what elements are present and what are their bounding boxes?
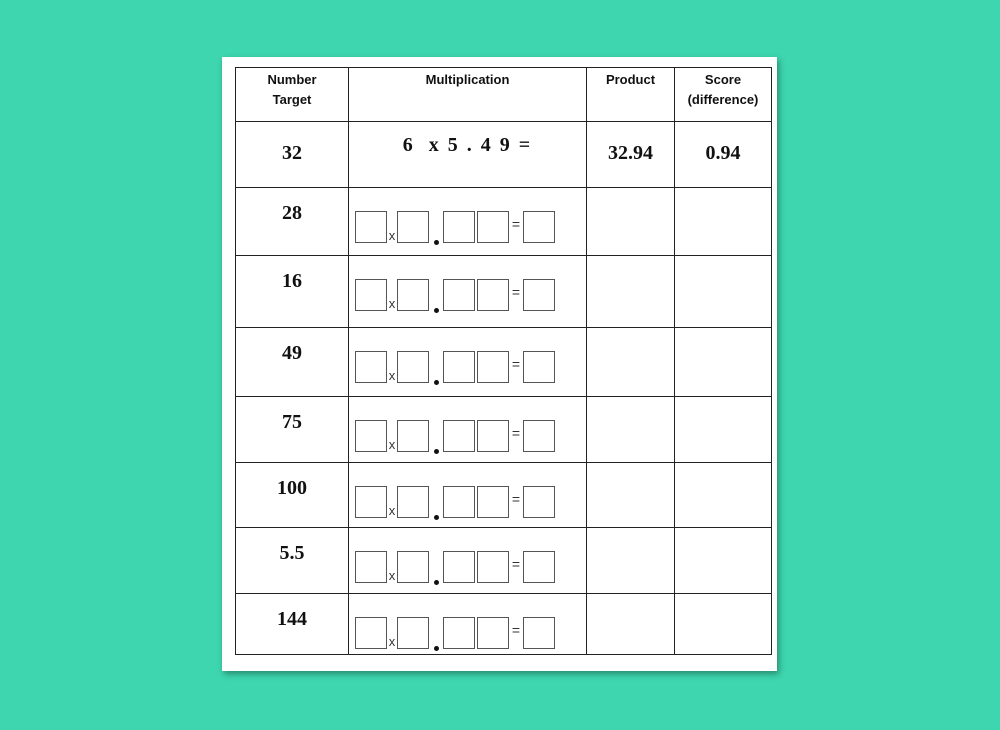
times-sign: x: [388, 634, 396, 649]
header-number-target: Number Target: [236, 68, 349, 122]
times-sign: x: [388, 296, 396, 311]
product-cell[interactable]: [587, 463, 675, 528]
decimal-point: [434, 380, 439, 385]
header-multiplication: Multiplication: [349, 68, 587, 122]
score-cell[interactable]: [675, 188, 772, 256]
table-row: [236, 528, 772, 594]
example-product: 32.94: [608, 142, 653, 164]
decimal-point: [434, 646, 439, 651]
digit-ones-box[interactable]: [397, 420, 429, 452]
row-target: 49: [282, 342, 302, 364]
digit-hundredths-box[interactable]: [477, 279, 509, 311]
factor-box[interactable]: [355, 551, 387, 583]
digit-ones-box[interactable]: [397, 211, 429, 243]
score-cell[interactable]: [675, 594, 772, 655]
digit-ones-box[interactable]: [397, 486, 429, 518]
score-cell[interactable]: [675, 256, 772, 328]
table-row: [236, 463, 772, 528]
decimal-point: [434, 308, 439, 313]
decimal-point: [434, 449, 439, 454]
equation-blanks: [349, 188, 586, 243]
equals-sign: =: [511, 284, 521, 300]
table-row: [236, 256, 772, 328]
times-sign: x: [388, 368, 396, 383]
header-product: Product: [587, 68, 675, 122]
table-row: [236, 397, 772, 463]
times-sign: x: [388, 503, 396, 518]
worksheet-table: [235, 67, 772, 655]
digit-tenths-box[interactable]: [443, 486, 475, 518]
equals-sign: =: [511, 622, 521, 638]
score-cell[interactable]: [675, 463, 772, 528]
row-target: 16: [282, 270, 302, 292]
result-box[interactable]: [523, 420, 555, 452]
row-target: 75: [282, 411, 302, 433]
equals-sign: =: [511, 556, 521, 572]
score-cell[interactable]: [675, 397, 772, 463]
worksheet-paper: [222, 57, 777, 671]
table-row: [236, 594, 772, 655]
equation-blanks: [349, 256, 586, 311]
digit-tenths-box[interactable]: [443, 420, 475, 452]
digit-ones-box[interactable]: [397, 279, 429, 311]
factor-box[interactable]: [355, 351, 387, 383]
digit-hundredths-box[interactable]: [477, 486, 509, 518]
digit-tenths-box[interactable]: [443, 551, 475, 583]
result-box[interactable]: [523, 351, 555, 383]
product-cell[interactable]: [587, 397, 675, 463]
equation-blanks: [349, 463, 586, 518]
row-target: 100: [277, 477, 307, 499]
equation-blanks: [349, 594, 586, 649]
factor-box[interactable]: [355, 279, 387, 311]
score-cell[interactable]: [675, 528, 772, 594]
result-box[interactable]: [523, 211, 555, 243]
product-cell[interactable]: [587, 188, 675, 256]
score-cell[interactable]: [675, 328, 772, 397]
digit-hundredths-box[interactable]: [477, 617, 509, 649]
factor-box[interactable]: [355, 617, 387, 649]
digit-ones-box[interactable]: [397, 551, 429, 583]
factor-box[interactable]: [355, 420, 387, 452]
digit-tenths-box[interactable]: [443, 211, 475, 243]
times-sign: x: [388, 228, 396, 243]
table-row: [236, 188, 772, 256]
result-box[interactable]: [523, 486, 555, 518]
header-score: Score (difference): [675, 68, 772, 122]
example-score: 0.94: [705, 142, 741, 164]
row-target: 28: [282, 202, 302, 224]
digit-hundredths-box[interactable]: [477, 211, 509, 243]
factor-box[interactable]: [355, 486, 387, 518]
digit-ones-box[interactable]: [397, 617, 429, 649]
equals-sign: =: [511, 356, 521, 372]
equation-blanks: [349, 528, 586, 583]
factor-box[interactable]: [355, 211, 387, 243]
equals-sign: =: [511, 491, 521, 507]
result-box[interactable]: [523, 551, 555, 583]
equals-sign: =: [511, 216, 521, 232]
equals-sign: =: [511, 425, 521, 441]
digit-tenths-box[interactable]: [443, 279, 475, 311]
times-sign: x: [388, 568, 396, 583]
digit-hundredths-box[interactable]: [477, 551, 509, 583]
digit-hundredths-box[interactable]: [477, 420, 509, 452]
digit-hundredths-box[interactable]: [477, 351, 509, 383]
equation-blanks: [349, 397, 586, 452]
product-cell[interactable]: [587, 528, 675, 594]
decimal-point: [434, 240, 439, 245]
product-cell[interactable]: [587, 594, 675, 655]
example-row: [236, 122, 772, 188]
result-box[interactable]: [523, 279, 555, 311]
row-target: 5.5: [279, 542, 305, 564]
example-target: 32: [282, 142, 302, 164]
product-cell[interactable]: [587, 328, 675, 397]
decimal-point: [434, 580, 439, 585]
result-box[interactable]: [523, 617, 555, 649]
table-row: [236, 328, 772, 397]
row-target: 144: [277, 608, 307, 630]
decimal-point: [434, 515, 439, 520]
digit-ones-box[interactable]: [397, 351, 429, 383]
example-equation: 6 x 5 . 4 9 =: [402, 134, 533, 156]
header-row: [236, 68, 772, 122]
digit-tenths-box[interactable]: [443, 617, 475, 649]
product-cell[interactable]: [587, 256, 675, 328]
times-sign: x: [388, 437, 396, 452]
equation-blanks: [349, 328, 586, 383]
digit-tenths-box[interactable]: [443, 351, 475, 383]
